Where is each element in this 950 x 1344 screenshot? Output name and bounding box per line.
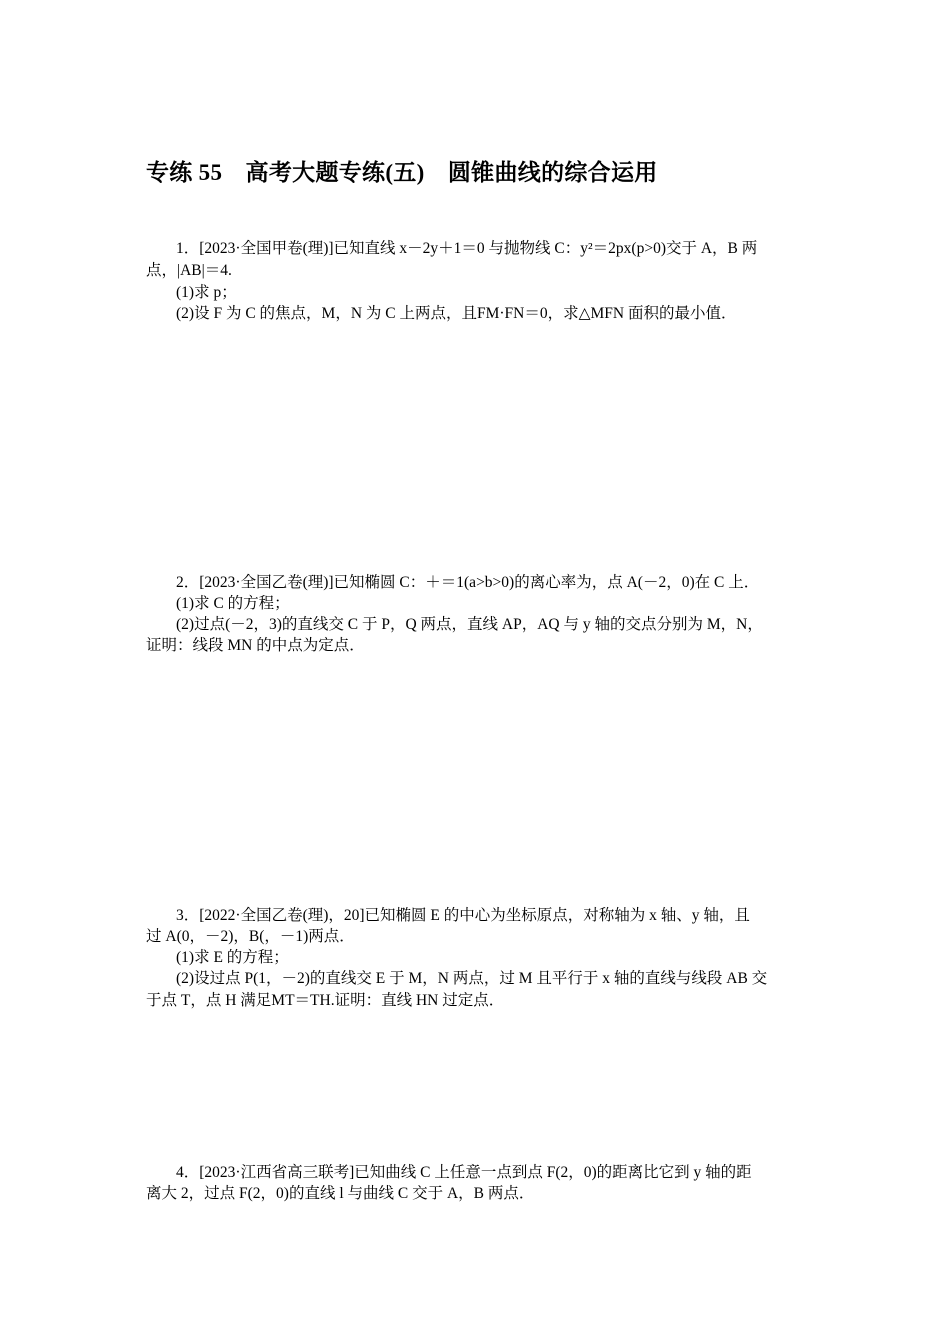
problem-2-line-1: 2．[2023·全国乙卷(理)]已知椭圆 C：＋＝1(a>b>0)的离心率为，点 A(－2，0)在 C 上．	[176, 574, 760, 591]
problem-3-line-5: 于点 T，点 H 满足MT＝TH.证明：直线 HN 过定点．	[146, 992, 505, 1009]
problem-1-line-2: 点，|AB|＝4.	[146, 262, 232, 279]
problem-4-line-2: 离大 2，过点 F(2，0)的直线 l 与曲线 C 交于 A，B 两点．	[146, 1185, 535, 1202]
problem-3-line-2: 过 A(0，－2)，B(，－1)两点．	[146, 928, 355, 945]
problem-2-line-4: 证明：线段 MN 的中点为定点．	[146, 637, 365, 654]
problem-1-line-1: 1．[2023·全国甲卷(理)]已知直线 x－2y＋1＝0 与抛物线 C：y²＝2px(p>0)交于 A，B 两	[176, 240, 758, 257]
problem-3-part-2: (2)设过点 P(1，－2)的直线交 E 于 M，N 两点，过 M 且平行于 x 轴的直线与线段 AB 交	[176, 970, 768, 987]
problem-2-part-2: (2)过点(－2，3)的直线交 C 于 P，Q 两点，直线 AP，AQ 与 y 轴的交点分别为 M，N，	[176, 616, 763, 633]
problem-3-part-1: (1)求 E 的方程；	[176, 949, 289, 966]
problem-2-part-1: (1)求 C 的方程；	[176, 595, 290, 612]
problem-4-line-1: 4．[2023·江西省高三联考]已知曲线 C 上任意一点到点 F(2，0)的距离比它到 y 轴的距	[176, 1164, 752, 1181]
problem-1-part-2: (2)设 F 为 C 的焦点，M，N 为 C 上两点，且FM·FN＝0，求△MFN 面积的最小值．	[176, 305, 737, 322]
problem-3-line-1: 3．[2022·全国乙卷(理)，20]已知椭圆 E 的中心为坐标原点，对称轴为 x 轴、y 轴，且	[176, 907, 750, 924]
problem-1-part-1: (1)求 p；	[176, 284, 237, 301]
page-title: 专练 55 高考大题专练(五) 圆锥曲线的综合运用	[146, 160, 658, 185]
